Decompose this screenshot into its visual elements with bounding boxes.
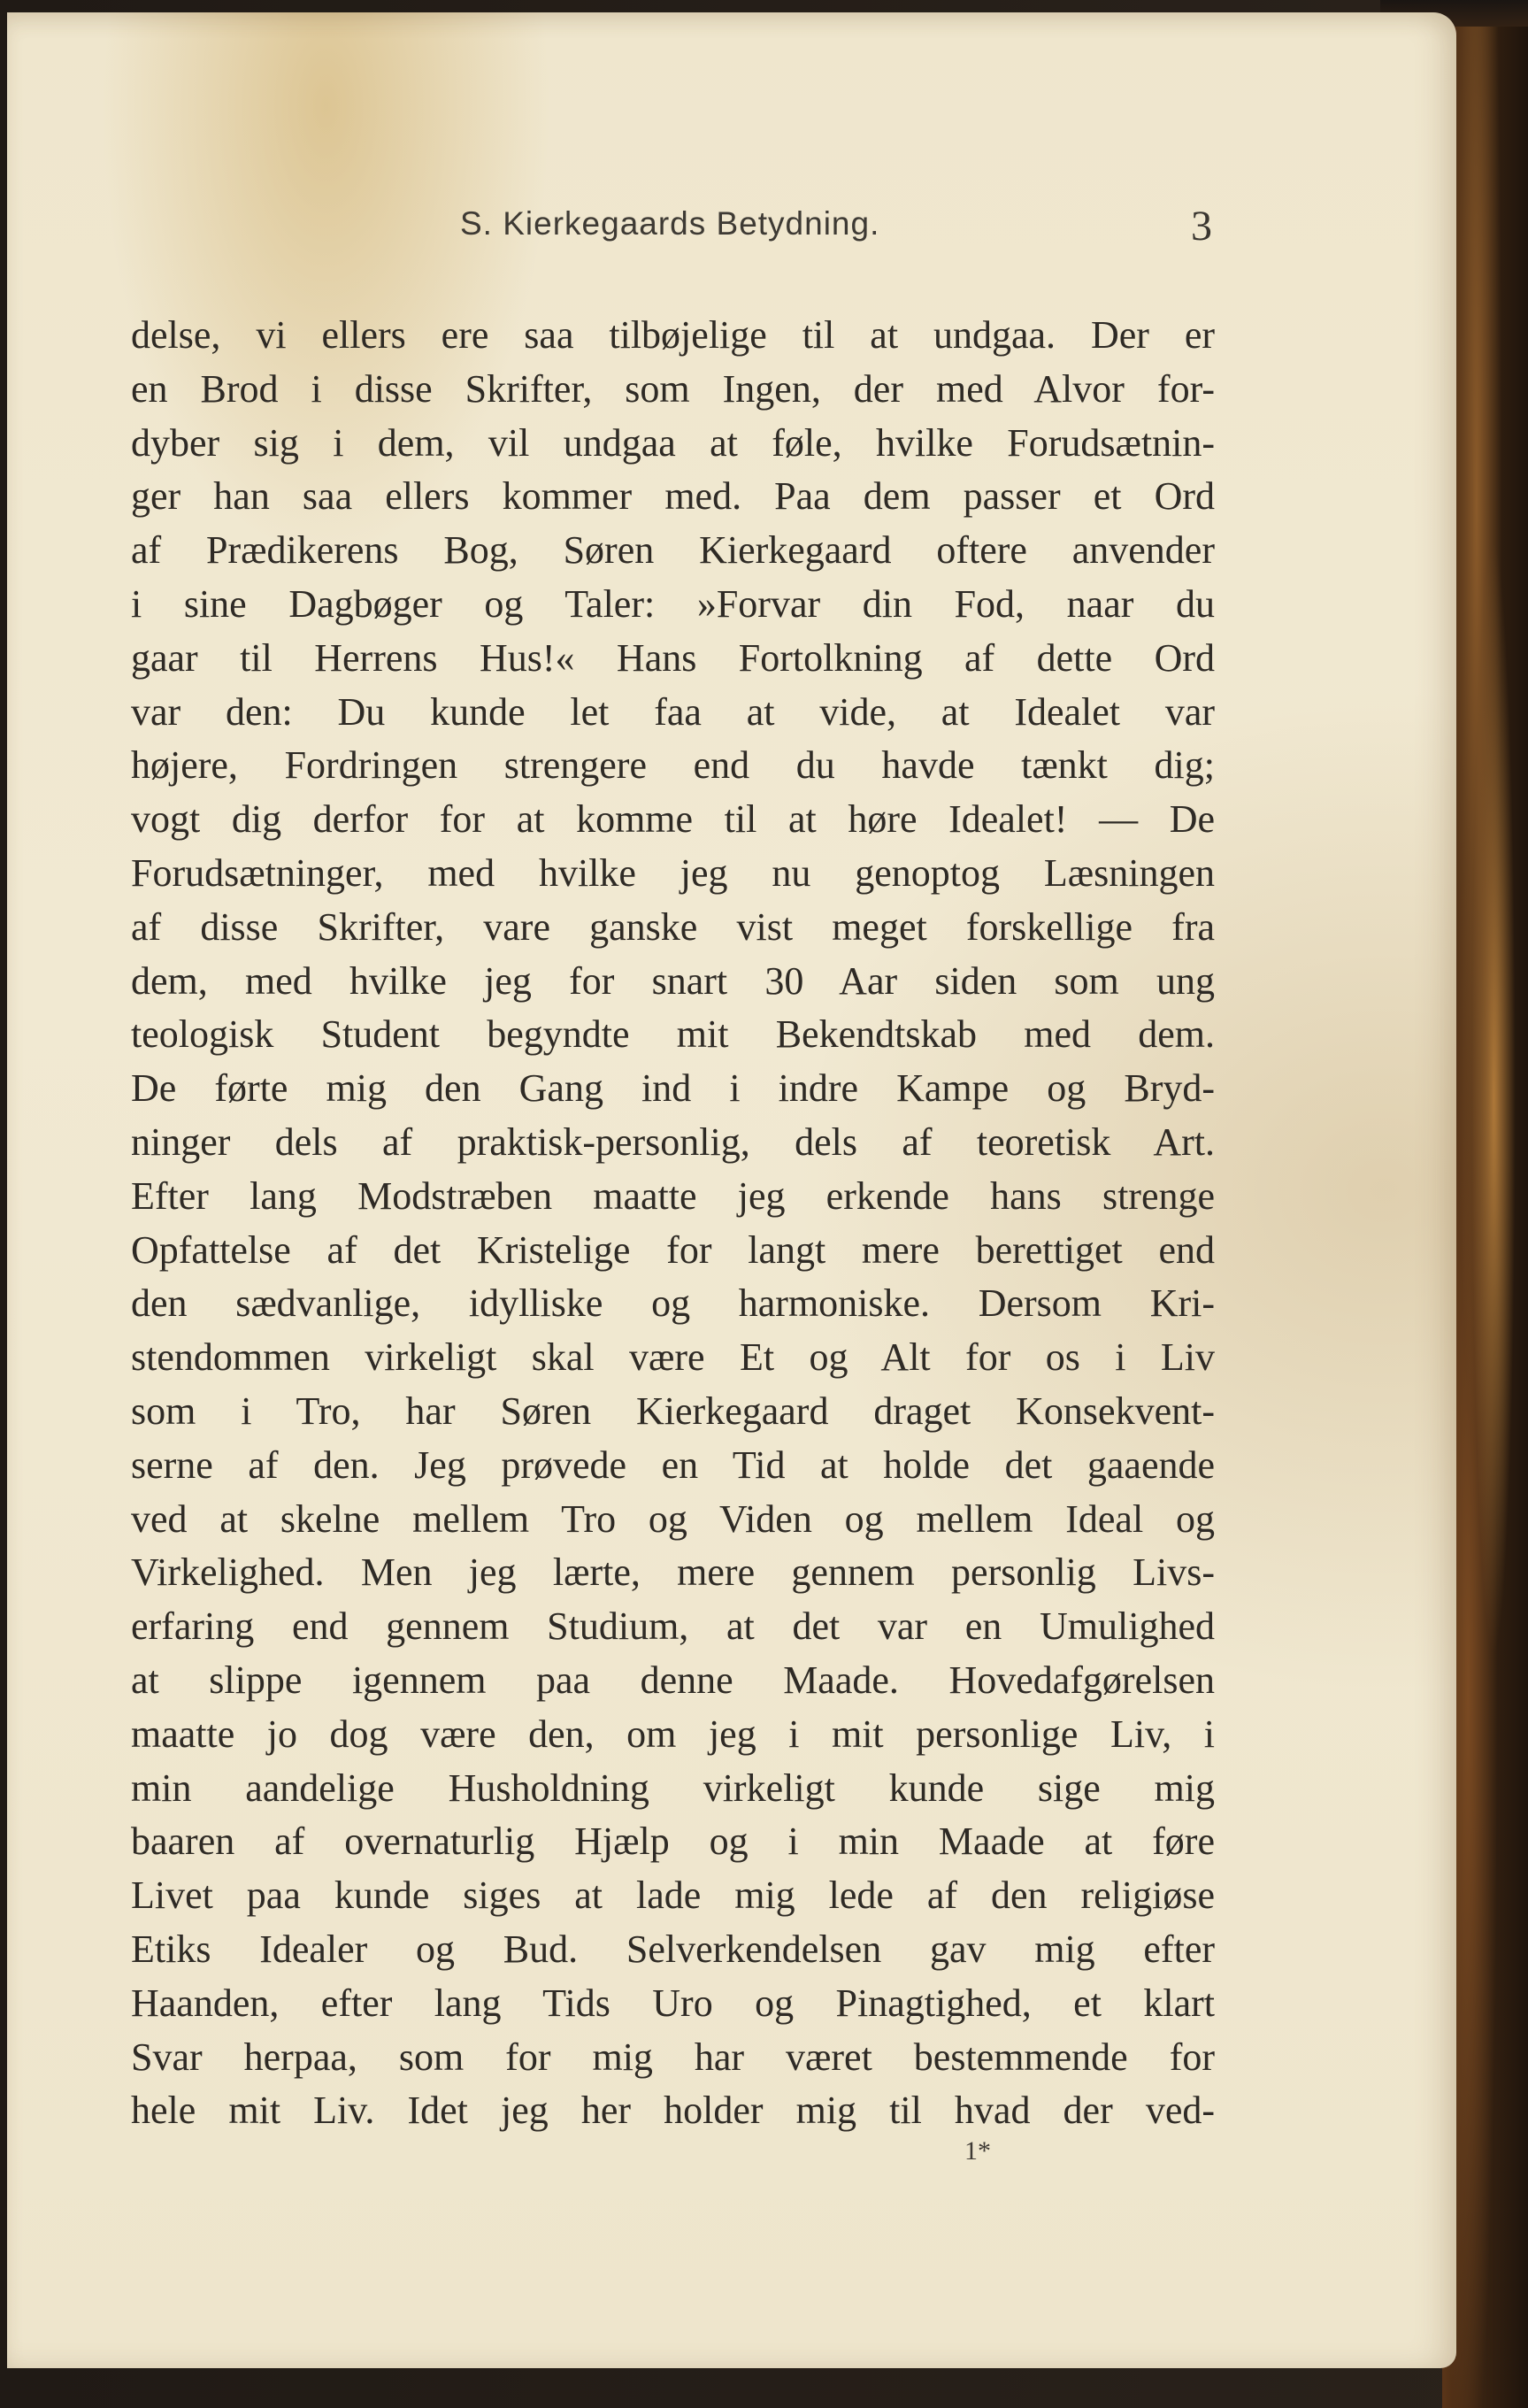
text-line: som i Tro, har Søren Kierkegaard draget Konsekvent- [131,1389,1215,1433]
text-line: Opfattelse af det Kristelige for langt mere berettiget end [131,1227,1215,1272]
running-head [7,205,1456,258]
text-line: i sine Dagbøger og Taler: »Forvar din Fod, naar du [131,581,1215,626]
text-line: den sædvanlige, idylliske og harmoniske. Dersom Kri- [131,1281,1215,1326]
text-line: vogt dig derfor for at komme til at høre Idealet! — De [131,797,1215,842]
signature-mark: 1* [964,2136,991,2166]
running-head-title: S. Kierkegaards Betydning. [460,205,880,242]
text-line: baaren af overnaturlig Hjælp og i min Maade at føre [131,1819,1215,1864]
text-line: gaar til Herrens Hus!« Hans Fortolkning af dette Ord [131,635,1215,680]
text-line: at slippe igennem paa denne Maade. Hovedafgørelsen [131,1658,1215,1702]
text-line: Haanden, efter lang Tids Uro og Pinagtighed, et klart [131,1981,1215,2025]
text-line: af Prædikerens Bog, Søren Kierkegaard oftere anvender [131,528,1215,573]
text-line: en Brod i disse Skrifter, som Ingen, der med Alvor for- [131,366,1215,411]
text-line: min aandelige Husholdning virkeligt kunde sige mig [131,1766,1215,1810]
page-number: 3 [1191,203,1212,250]
text-line: Livet paa kunde siges at lade mig lede af den religiøse [131,1873,1215,1918]
text-line: af disse Skrifter, vare ganske vist meget forskellige fra [131,904,1215,949]
text-line: var den: Du kunde let faa at vide, at Idealet var [131,689,1215,734]
text-line: ved at skelne mellem Tro og Viden og mellem Ideal og [131,1496,1215,1541]
text-line: Forudsætninger, med hvilke jeg nu genoptog Læsningen [131,850,1215,895]
text-line: højere, Fordringen strengere end du havde tænkt dig; [131,743,1215,788]
text-line: hele mit Liv. Idet jeg her holder mig til hvad der ved- [131,2089,1215,2133]
text-line: De førte mig den Gang ind i indre Kampe og Bryd- [131,1066,1215,1111]
text-line: dem, med hvilke jeg for snart 30 Aar siden som ung [131,958,1215,1003]
book-page [7,12,1456,2368]
text-line: Efter lang Modstræben maatte jeg erkende hans strenge [131,1173,1215,1218]
text-line: Svar herpaa, som for mig har været bestemmende for [131,2035,1215,2079]
text-line: Etiks Idealer og Bud. Selverkendelsen gav mig efter [131,1927,1215,1971]
text-line: stendommen virkeligt skal være Et og Alt for os i Liv [131,1335,1215,1380]
body-text [131,309,1215,2138]
text-line: maatte jo dog være den, om jeg i mit personlige Liv, i [131,1712,1215,1756]
text-line: serne af den. Jeg prøvede en Tid at holde det gaaende [131,1442,1215,1487]
text-line: delse, vi ellers ere saa tilbøjelige til at undgaa. Der er [131,313,1215,357]
text-line: ger han saa ellers kommer med. Paa dem passer et Ord [131,474,1215,519]
text-line: erfaring end gennem Studium, at det var en Umulighed [131,1604,1215,1649]
text-line: Virkelighed. Men jeg lærte, mere gennem personlig Livs- [131,1550,1215,1595]
text-line: ninger dels af praktisk-personlig, dels af teoretisk Art. [131,1119,1215,1164]
text-line: dyber sig i dem, vil undgaa at føle, hvilke Forudsætnin- [131,420,1215,465]
text-line: teologisk Student begyndte mit Bekendtskab med dem. [131,1012,1215,1057]
